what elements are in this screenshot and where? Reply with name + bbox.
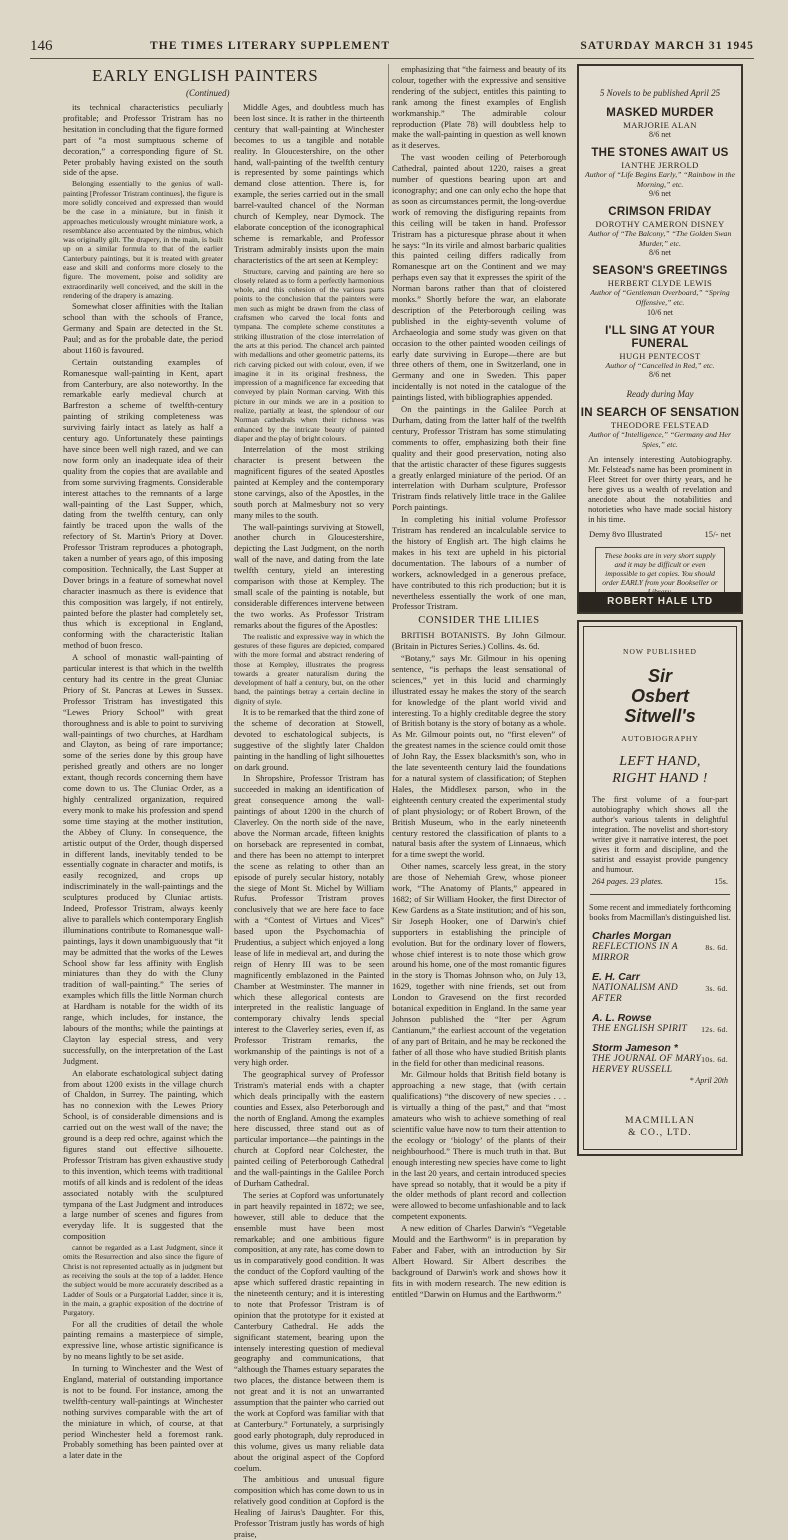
paragraph: “Botany,” says Mr. Gilmour in his opening sentence, “is perhaps the least sensational of sciences,” yet in this lucid and charmingly illustrated essay he makes the story of the search for knowledge of the plant world vivid and interesting. To a highly creditable degree the story of British botany is the story of botany as a whole. As Mr. Gilmour points out, no “first eleven” of the greatest names in the science could omit those of John Ray, the Essex blacksmith's son, who in the late seventeenth century laid the foundations for a natural system of classification; of Stephen Hales, the Middlesex parson, who in the eighteenth century created the experimental study of plant physiology; or of Robert Brown, of the British Museum, who in the early nineteenth century restored the classification of plants to a natural basis after the system of Linnaeus, which for a time swept the world. bbox=[392, 653, 566, 860]
paragraph: In Shropshire, Professor Tristram has succeeded in making an identification of great consequence among the wall-paintings of about 1200 in the church of Claverley. On the north side of the nave, above the Norman arcade, fifteen knights on horseback are represented in combat, and there has been no attempt to interpret the scene as relating to other than an episode of purely secular history, notably the siege of Mont St. Michel by William Rufus. Professor Tristram proves conclusively that we are here face to face with a “Contest of Virtues and Vices” based upon the Psychomachia of Prudentius, a subject which enjoyed a long lease of life in medieval art, and during the reign of Henry III was to be seen magnificently emblazoned in the Painted Chamber at Westminster. The manner in which these allegorical contests are interpreted in the realistic language of contemporary chivalry lends special interest to the Claverley series, even if, as Professor Tristram remarks, the workmanship of the paintings is not of a very high order. bbox=[234, 773, 384, 1068]
paragraph: The ambitious and unusual figure composition which has come down to us in relatively good condition at Copford is the Healing of Jairus's Daughter. For this, Professor Tristram justly has words of high praise, bbox=[234, 1474, 384, 1539]
list-title bbox=[592, 942, 728, 964]
book-title bbox=[584, 753, 736, 787]
list-title bbox=[592, 1024, 728, 1035]
list-author: Charles Morgan bbox=[592, 930, 672, 942]
book-price: 8/6 net bbox=[649, 370, 671, 380]
author-name-line: Sir bbox=[647, 666, 672, 686]
article-column-1 bbox=[63, 102, 223, 1461]
list-title-text: THE JOURNAL OF MARY HERVEY RUSSELL bbox=[592, 1054, 702, 1075]
column-divider bbox=[388, 64, 389, 1168]
paragraph: Interrelation of the most striking character is present between the magnificent figures of the seated Apostles painted at Kempley and the contemporary stone carvings, also of the Apostles, in the south porch at Malmesbury not so very many miles to the south. bbox=[234, 444, 384, 520]
book-price: 15s. bbox=[714, 877, 728, 886]
paragraph: A school of monastic wall-painting of particular interest is that which in the twelfth century had its centre in the great Cluniac Priory of St. Pancras at Lewes in Sussex. Professor Tristram has investigated this “Lewes Priory School” with great thoroughness and is able to point to surviving wall-paintings of two churches, at Hardham and Clayton, as being of rare importance; some of the series done by this group have perished greatly and others are no longer extant, though records concerning them have come down to us. The Cluniac Order, as a highly centralized organization, required every monk to make his profession and spend some time staying at the mother institution, the Abbey of Cluny. In consequence, the artistic output of the Order, though dispersed in different lands, inevitably tended to be essentially cognate in character and motifs, is easily recognized, and crops up indiscriminately in the wall-paintings and the sculptures produced by Cluniac artists. Indeed, Professor Tristram, always keenly alive to parallels which contemporary English illuminations contribute to Romanesque wall-paintings, lays it down unambiguously that “it may be admitted that the works of the Lewes School show far less affinity with English miniatures than they do with the Cluny tradition of wall-painting.” The series of examples which fills the little Norman church at Hardham is notable for the width of its range, which includes, for instance, the labours of the months; while the paintings at Clayton lay especial stress, and very successfully, on the interpretation of the Last Judgment. bbox=[63, 652, 223, 1066]
list-item bbox=[584, 971, 736, 1005]
list-price: 12s. 6d. bbox=[701, 1025, 728, 1034]
article-title: EARLY ENGLISH PAINTERS bbox=[92, 66, 319, 85]
book-title: I'LL SING AT YOUR FUNERAL bbox=[605, 324, 715, 350]
paragraph: Other names, scarcely less great, in the story are those of Nehemiah Grew, whose pioneer work, “The Anatomy of Plants,” appeared in 1682; of Sir William Hooker, the first Director of Kew Gardens as a State institution; and of his son, Sir Joseph Hooker, one of Darwin's chief supporters in establishing the principle of evolution. But for the ordinary lover of flowers, whose chief interest is to note those which grow around his home, one of the most romantic figures in the story is Thomas Johnson who, on July 13, 1629, together with nine friends, set out from London to Gravesend on the first recorded botanical expedition in England. In the same year Johnson published the “Iter per Agrum Cantianum,” the earliest account of the vegetation of any part of Britain, and he may be reckoned the father of all those who have studied British plants in the field for other than medicinal reasons. bbox=[392, 861, 566, 1068]
book-note: Author of “Gentleman Overboard,” “Spring Offensive,” etc. bbox=[590, 288, 730, 307]
paragraph: Somewhat closer affinities with the Italian school than with the schools of France, Germany and Spain are detected in the St. Paul; and as for the probable date, the period about 1160 is favoured. bbox=[63, 301, 223, 355]
author-name bbox=[584, 666, 736, 726]
recent-books-intro: Some recent and immediately forthcoming books from Macmillan's distinguished list. bbox=[589, 903, 731, 922]
ad-inner-frame bbox=[583, 626, 737, 1150]
book-title: IN SEARCH OF SENSATION bbox=[580, 407, 740, 420]
book-note: Author of “Life Begins Early,” “Rainbow in the Morning,” etc. bbox=[585, 170, 735, 189]
book-note: Author of “The Balcony,” “The Golden Swan Murder,” etc. bbox=[588, 229, 732, 248]
book-price: 8/6 net bbox=[649, 248, 671, 258]
list-date: * April 20th bbox=[689, 1076, 728, 1085]
now-published: NOW PUBLISHED bbox=[623, 647, 697, 656]
list-item bbox=[584, 1012, 736, 1035]
page-number: 146 bbox=[30, 38, 53, 54]
book-description: The first volume of a four-part autobiography which shows all the author's various talents in delightful integration. The novelist and short-story writer give it narrative interest, the poet gives it form and discipline, and the satirist and essayist provide pungency and humour. bbox=[592, 795, 728, 874]
article-continued: (Continued) bbox=[186, 88, 230, 98]
paragraph: Mr. Gilmour holds that British field botany is approaching a new stage, that (with certain qualifications) “the discovery of new species . . . is virtually a thing of the past,” and that “most amateurs who wish to achieve something of real scientific value have now to turn their attention to the ecology or ‘biology’ of the plants of their neighbourhood.” There is much truth in that. But enough interesting new species have come to light in the last 20 years, and certain introduced species have spread so notably, that it would be a pity if the older methods of plant record and collection were allowed to become unfashionable and to lack competent exponents. bbox=[392, 1069, 566, 1222]
list-title-text: THE ENGLISH SPIRIT bbox=[592, 1024, 688, 1034]
pages-text: 264 pages. 23 plates. bbox=[592, 877, 663, 886]
article-column-2 bbox=[234, 102, 384, 1539]
list-price: 8s. 6d. bbox=[705, 943, 728, 952]
paragraph: On the paintings in the Galilee Porch at Durham, dating from the latter half of the twelfth century, Professor Tristram has some stimulating comments to offer, emphasizing both their fine quality and their good preservation, noting also that the artistic character of these figures suggests a greatly enlarged miniature of the period. Of an interrelation with Durham sculpture, Professor Tristram finds relatively little trace in the Galilee Porch paintings. bbox=[392, 404, 566, 513]
book-citation: BRITISH BOTANISTS. By John Gilmour. (Britain in Pictures Series.) Collins. 4s. 6d. bbox=[392, 630, 566, 652]
ad-intro: 5 Novels to be published April 25 bbox=[599, 88, 721, 98]
ad-book bbox=[579, 147, 741, 198]
pages-line bbox=[584, 877, 736, 886]
list-author: E. H. Carr bbox=[592, 971, 640, 983]
book-author: HERBERT CLYDE LEWIS bbox=[607, 278, 713, 289]
column-divider bbox=[228, 102, 229, 1168]
list-price: 3s. 6d. bbox=[705, 984, 728, 993]
issue-date: SATURDAY MARCH 31 1945 bbox=[580, 40, 754, 52]
paragraph: The wall-paintings surviving at Stowell, another church in Gloucestershire, depicting the Last Judgment, on the north wall of the nave, and dating from the late twelfth century, yield an interesting comparison with those at Kempley. The small scale of the painting is notable, but considerable differences intervene between the two works. As Professor Tristram remarks about the figures of the Apostles: bbox=[234, 521, 384, 630]
publisher-line: MACMILLAN bbox=[625, 1115, 695, 1126]
list-item bbox=[584, 1042, 736, 1085]
book-author: IANTHE JERROLD bbox=[621, 160, 699, 170]
book-title: MASKED MURDER bbox=[606, 107, 714, 119]
book-title: CRIMSON FRIDAY bbox=[608, 206, 712, 219]
article-column-3 bbox=[392, 64, 566, 1299]
paragraph: In turning to Winchester and the West of England, material of outstanding importance is not to be found. For instance, among the twelfth-century wall-paintings at Winchester nothing survives comparable with the art of the miniature in which, of course, at that period Winchester held a foremost rank. Probably something has been painted over at a later date in the bbox=[63, 1363, 223, 1461]
feature-description: An intensely interesting Autobiography. Mr. Felstead's name has been prominent in Fleet Street for over thirty years, and he here gives us a wealth of revelation and anecdote about the notabilities and notorieties who have made social history in his time. bbox=[588, 455, 732, 525]
page-header bbox=[30, 36, 754, 58]
paragraph: A new edition of Charles Darwin's “Vegetable Mould and the Earthworm” is in preparation by Faber and Faber, with an introduction by Sir Albert Howard. Sir Albert describes the background of Darwin's work and shows how it fits in with modern research. The new edition is entitled “Darwin on Humus and the Earthworm.” bbox=[392, 1223, 566, 1299]
paragraph: It is to be remarked that the third zone of the scheme of decoration at Stowell, devoted to eschatological subjects, is suggestive of the slightly later Chaldon painting in the handling of light silhouettes on dark ground. bbox=[234, 707, 384, 772]
ready-note: Ready during May bbox=[626, 389, 694, 400]
paragraph: The vast wooden ceiling of Peterborough Cathedral, painted about 1220, raises a great number of questions bearing upon art and iconography; and one can only echo the hope that as soon as circumstances permit, the long-overdue work of removing the disfiguring repaints from this ceiling will be taken in hand. Professor Tristram has a picturesque phrase about it when he says: “In its virile and almost barbaric qualities this painted ceiling differs radically from Romanesque art on the Continent and we may perhaps even say that it expresses the spirit of the Norman barons rather than that of cloistered monks.” Shortly before the war, an elaborate description of the Peterborough ceiling was published in the eighty-seventh volume of Archaeologia and some study was given on that occasion to the other painted wooden ceilings of early date surviving in Europe—there are but three others of them, one in Switzerland, one in Germany and one in Sweden. This paper incidentally is not noted in the catalogue of the paintings listed, with bibliographies appended. bbox=[392, 152, 566, 403]
ad-feature-book bbox=[579, 407, 741, 449]
book-price: 8/6 net bbox=[649, 130, 671, 139]
book-author: MARJORIE ALAN bbox=[623, 120, 697, 130]
list-title bbox=[592, 1054, 728, 1076]
publisher-banner: ROBERT HALE LTD bbox=[579, 592, 741, 612]
quotation: cannot be regarded as a Last Judgment, since it omits the Resurrection and also since the figure of Christ is not represented actually as in judgment but as receiving the souls at the top of a ladder. Hence the subject would be more accurately described as a Ladder of Souls or a Purgatorial Ladder, since it is, in the main, a graphic exposition of the doctrine of Purgatory. bbox=[63, 1243, 223, 1318]
quotation: Structure, carving and painting are here so closely related as to form a perfectly harmonious whole, and this cohesion of the various parts points to the conclusion that the painters were men such as might be drawn from the class of craftsmen who carved the local fonts and tympana. The complete scheme constitutes a striking illustration of the close interrelation of the arts at this period. The chancel arch painted with medallions and other geometric patterns, its rich carving picked out with colour, even, if we imagine it in its original freshness, the impression of a magnificence far exceeding that conveyed by plain Norman carving. With this picture in our minds we are in a position to realize, partially at least, the splendour of our Norman cathedrals when their richness was enhanced by the intricate beauty of painted diaper and the play of bright colours. bbox=[234, 266, 384, 443]
paragraph: Middle Ages, and doubtless much has been lost since. It is rather in the thirteenth century that wall-painting at Winchester becomes to us a tangible and notable reality. In Gloucestershire, on the other hand, wall-painting of the twelfth century is represented by some paintings which demand close attention. There is, for example, the series carried out in the small barrel-vaulted chancel of the Norman church of Kempley, near Dymock. The elaborate conception of the iconographical scheme is remarkable, and Professor Tristram admirably insists upon the main characteristics of the art seen at Kempley: bbox=[234, 102, 384, 265]
section-heading: CONSIDER THE LILIES bbox=[418, 615, 540, 627]
book-title-line: RIGHT HAND ! bbox=[612, 771, 708, 786]
paragraph: In completing his initial volume Professor Tristram has rendered an incalculable service to the history of English art. The high claims he makes in his text are upheld in his pictorial documentation. The labours of a number of workers, acknowledged in a generous preface, have contributed to this rich production; but it is nevertheless essentially the work of one man, Professor Tristram. bbox=[392, 514, 566, 612]
book-title: THE STONES AWAIT US bbox=[591, 147, 729, 159]
list-author: Storm Jameson * bbox=[592, 1042, 678, 1054]
book-price: 10/6 net bbox=[647, 307, 673, 317]
publisher-line: & CO., LTD. bbox=[628, 1127, 692, 1138]
paragraph: An elaborate eschatological subject dating from about 1200 exists in the village church of Chaldon, in Surrey. The painting, which has no connexion with the Lewes Priory School, is of considerable dimensions and is carried out on the west wall of the nave; the ground is a deep red ochre, against which the figures stand out effective silhouette. Professor Tristram has given exhaustive study to this invention, which teems with traditional motifs of all kinds and is redolent of the ideas associated notably with the sculptured tympana of the Last Judgment and introduces a large number of scenes and figures from everyday life. It is suggested that the composition bbox=[63, 1067, 223, 1242]
quotation: Belonging essentially to the genius of wall-painting [Professor Tristram continues], the figure is more solidly conceived and expressed than would be the case in a miniature, but in finish it approaches meticulously wrought miniature work, a resemblance also accentuated by the nimbus, which was originally gilt. The drapery, in the main, is built up on a similar formula to that of the earlier Canterbury paintings, but it is treated with greater ease and skill and conforms more closely to the figure. The movement, poise and solidity are extraordinarily well conceived, and the skill in the rendering of the drapery is amazing. bbox=[63, 179, 223, 300]
robert-hale-advertisement bbox=[577, 64, 743, 614]
macmillan-advertisement bbox=[577, 620, 743, 1156]
list-item bbox=[584, 930, 736, 964]
list-title bbox=[592, 983, 728, 1005]
paragraph: For all the crudities of detail the whole painting remains a masterpiece of simple, expressive line, whose artistic significance is by no means lightly to be set aside. bbox=[63, 1318, 223, 1362]
list-title-text: NATIONALISM AND AFTER bbox=[592, 983, 679, 1004]
ad-book bbox=[579, 325, 741, 380]
author-name-line: Sitwell's bbox=[624, 706, 696, 726]
quotation: The realistic and expressive way in which the gestures of these figures are depicted, compared with the more formal and abstract rendering of those at Kempley, illustrates the progress towards a greater naturalism during the development of half a century, but, on the other hand, the paintings betray a certain decline in dignity of style. bbox=[234, 631, 384, 706]
paragraph: Certain outstanding examples of Romanesque wall-painting in Kent, apart from Canterbury, are also noteworthy. In the remarkable early medieval church at Barfreston a scheme of twelfth-century painting of striking completeness was surviving fairly intact as lately as half a century ago. Unfortunately these paintings have since been well nigh razed, and we can now form only an inadequate idea of their quality from the copies that are available and from some surviving fragments. Considerable interest attaches to the remnants of a large wall-painting of the Last Supper, which, dating from the twelfth century, can only faintly be traced upon the walls of the refectory of St. Martin's Priory at Dover. Professor Tristram reproduces a photograph, taken a number of years ago, of this imposing composition. Technically, the Last Supper at Dover brings in a feature of somewhat novel character inasmuch as there is evidence that this composition was largely, if not entirely, painted before the plaster had completely set, thus which is exceptional in England, conforming with the characteristic Italian method of buon fresco. bbox=[63, 356, 223, 651]
format-line bbox=[579, 529, 741, 539]
book-price: 9/6 net bbox=[649, 189, 671, 199]
ad-book bbox=[579, 206, 741, 257]
author-name-line: Osbert bbox=[630, 686, 690, 706]
list-author: A. L. Rowse bbox=[592, 1012, 652, 1024]
book-author: DOROTHY CAMERON DISNEY bbox=[595, 219, 725, 230]
format-text: Demy 8vo Illustrated bbox=[589, 529, 663, 540]
paragraph: The series at Copford was unfortunately in part heavily repainted in 1872; we see, however, still able to deduce that the ensemble must have been most remarkable; and one ambitious figure composition, at any rate, has come down to us in comparatively good condition. It was the conduct of the Copford vaulting of the apse which suffered drastic repainting in the nineteenth century; and it is interesting to note that Professor Tristram is of opinion that the prototype for it existed at Canterbury Cathedral. He adds the significant statement, bearing upon the intensely interesting question of medieval geography and communications, that “although the Thames estuary separates the two places, the distance between them is not great and it is not an unwarranted assumption that the painter who carried out the work at Copford was familiar with that at Canterbury.” Fortunately, a surprisingly good early photograph, duly reproduced in this volume, gives us many reliable data about the original aspect of the Copford coelum. bbox=[234, 1189, 384, 1473]
paragraph: emphasizing that “the fairness and beauty of its colour, together with the expressive and sensitive rendering of the subject, entitles this painting to rank among the finest examples of English workmanship.” The admirable colour reproduction (Plate 78) will doubtless help to make the wall-painting in question as well known as it deserves. bbox=[392, 64, 566, 151]
book-note: Author of “Intelligence,” “Germany and Her Spies,” etc. bbox=[588, 430, 732, 449]
publication-title: THE TIMES LITERARY SUPPLEMENT bbox=[150, 40, 391, 52]
book-note: Author of “Cancelled in Red,” etc. bbox=[605, 360, 715, 370]
paragraph: its technical characteristics peculiarly profitable; and Professor Tristram has no hesitation in concluding that the figure formed part of “a most sumptuous scheme of decoration,” a corresponding figure of St. Peter probably having existed on the south side of the apse. bbox=[63, 102, 223, 178]
book-author: THEODORE FELSTEAD bbox=[610, 420, 710, 431]
genre-label: AUTOBIOGRAPHY bbox=[621, 734, 699, 743]
list-price: 10s. 6d. bbox=[701, 1055, 728, 1064]
divider bbox=[590, 894, 730, 895]
supply-note: These books are in very short supply and it may be difficult or even impossible to get copies. You should order EARLY from your Bookseller or bbox=[595, 547, 725, 600]
format-price: 15/- net bbox=[704, 529, 731, 540]
ad-book bbox=[579, 265, 741, 316]
publisher-name bbox=[584, 1115, 736, 1139]
paragraph: The geographical survey of Professor Tristram's material ends with a chapter which deals principally with the eastern counties and Essex, also Peterborough and the north of England. Among the examples here discussed, three stand out as of particular importance—the paintings in the church at Copford near Colchester, the painted ceiling of Peterborough Cathedral and the wall-paintings in the Galilee Porch of Durham Cathedral. bbox=[234, 1068, 384, 1188]
list-title-text: REFLECTIONS IN A MIRROR bbox=[592, 942, 678, 963]
book-title: SEASON'S GREETINGS bbox=[592, 265, 728, 278]
book-author: HUGH PENTECOST bbox=[619, 350, 701, 361]
book-title-line: LEFT HAND, bbox=[619, 754, 701, 769]
ad-book bbox=[579, 107, 741, 139]
header-rule bbox=[30, 58, 754, 59]
